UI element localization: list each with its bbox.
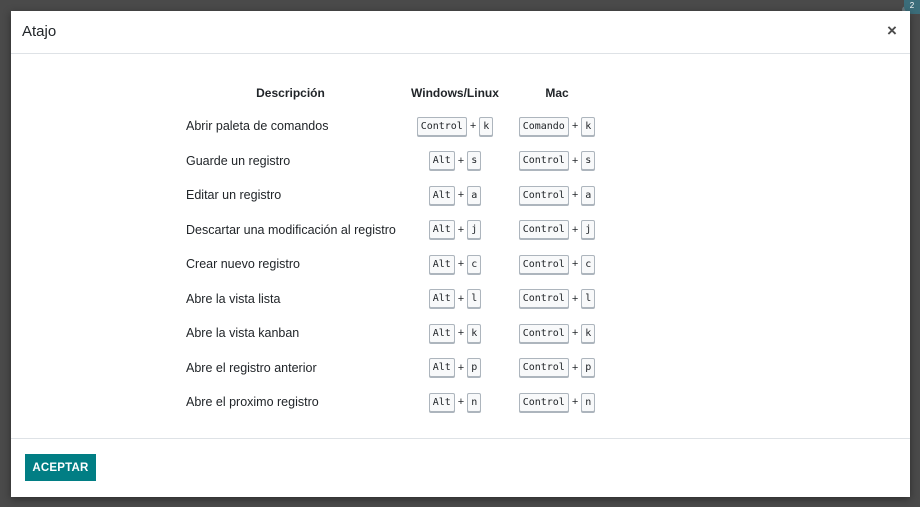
windows-linux-letter-key: n bbox=[467, 393, 481, 412]
windows-linux-modifier-key: Alt bbox=[429, 151, 455, 170]
dialog-body bbox=[11, 54, 910, 439]
shortcut-description: Abre el registro anterior bbox=[186, 360, 317, 375]
windows-linux-modifier-key: Control bbox=[417, 117, 467, 136]
header-mac: Mac bbox=[545, 86, 569, 100]
windows-linux-modifier-key: Alt bbox=[429, 186, 455, 205]
mac-modifier-key: Control bbox=[519, 358, 569, 377]
mac-modifier-key: Control bbox=[519, 324, 569, 343]
windows-linux-shortcut bbox=[400, 213, 510, 248]
plus-sign: + bbox=[571, 258, 579, 271]
mac-modifier-key: Control bbox=[519, 393, 569, 412]
shortcut-description: Editar un registro bbox=[186, 188, 282, 203]
mac-letter-key: l bbox=[581, 289, 595, 308]
windows-linux-letter-key: l bbox=[467, 289, 481, 308]
windows-linux-shortcut bbox=[400, 109, 510, 144]
table-row bbox=[181, 109, 604, 144]
plus-sign: + bbox=[457, 327, 465, 340]
shortcut-description: Abre la vista kanban bbox=[186, 326, 300, 341]
windows-linux-modifier-key: Alt bbox=[429, 255, 455, 274]
shortcut-rows bbox=[181, 109, 604, 420]
windows-linux-modifier-key: Alt bbox=[429, 393, 455, 412]
plus-sign: + bbox=[457, 361, 465, 374]
shortcut-description: Abre el proximo registro bbox=[186, 395, 319, 410]
windows-linux-shortcut bbox=[400, 282, 510, 317]
dialog-footer bbox=[11, 439, 910, 497]
mac-letter-key: p bbox=[581, 358, 595, 377]
plus-sign: + bbox=[571, 189, 579, 202]
plus-sign: + bbox=[469, 120, 477, 133]
mac-modifier-key: Control bbox=[519, 289, 569, 308]
plus-sign: + bbox=[571, 154, 579, 167]
mac-letter-key: s bbox=[581, 151, 595, 170]
mac-shortcut bbox=[510, 213, 604, 248]
header-description: Descripción bbox=[256, 86, 325, 100]
windows-linux-letter-key: a bbox=[467, 186, 481, 205]
mac-shortcut bbox=[510, 178, 604, 213]
mac-letter-key: c bbox=[581, 255, 595, 274]
table-row bbox=[181, 247, 604, 282]
plus-sign: + bbox=[457, 223, 465, 236]
plus-sign: + bbox=[457, 292, 465, 305]
windows-linux-shortcut bbox=[400, 178, 510, 213]
plus-sign: + bbox=[571, 223, 579, 236]
table-row bbox=[181, 385, 604, 420]
mac-letter-key: n bbox=[581, 393, 595, 412]
shortcuts-dialog bbox=[11, 11, 910, 497]
mac-letter-key: a bbox=[581, 186, 595, 205]
plus-sign: + bbox=[571, 292, 579, 305]
mac-shortcut bbox=[510, 247, 604, 282]
windows-linux-shortcut bbox=[400, 385, 510, 420]
table-row bbox=[181, 316, 604, 351]
windows-linux-shortcut bbox=[400, 247, 510, 282]
plus-sign: + bbox=[457, 154, 465, 167]
plus-sign: + bbox=[457, 396, 465, 409]
mac-modifier-key: Control bbox=[519, 186, 569, 205]
windows-linux-shortcut bbox=[400, 351, 510, 386]
mac-letter-key: j bbox=[581, 220, 595, 239]
close-button[interactable]: × bbox=[884, 21, 900, 41]
windows-linux-letter-key: c bbox=[467, 255, 481, 274]
windows-linux-letter-key: j bbox=[467, 220, 481, 239]
mac-shortcut bbox=[510, 351, 604, 386]
shortcut-description: Descartar una modificación al registro bbox=[186, 222, 396, 237]
dialog-title: Atajo bbox=[22, 23, 57, 40]
table-row bbox=[181, 178, 604, 213]
windows-linux-letter-key: p bbox=[467, 358, 481, 377]
mac-shortcut bbox=[510, 109, 604, 144]
table-row bbox=[181, 144, 604, 179]
shortcut-description: Crear nuevo registro bbox=[186, 257, 300, 272]
mac-shortcut bbox=[510, 282, 604, 317]
mac-shortcut bbox=[510, 385, 604, 420]
windows-linux-modifier-key: Alt bbox=[429, 324, 455, 343]
plus-sign: + bbox=[571, 396, 579, 409]
header-windows-linux: Windows/Linux bbox=[411, 86, 499, 100]
accept-button[interactable]: ACEPTAR bbox=[25, 454, 96, 481]
dialog-header bbox=[11, 11, 910, 54]
mac-letter-key: k bbox=[581, 117, 595, 136]
windows-linux-modifier-key: Alt bbox=[429, 358, 455, 377]
plus-sign: + bbox=[571, 327, 579, 340]
table-header-row bbox=[181, 77, 604, 109]
mac-modifier-key: Control bbox=[519, 151, 569, 170]
shortcut-description: Guarde un registro bbox=[186, 153, 291, 168]
windows-linux-modifier-key: Alt bbox=[429, 289, 455, 308]
windows-linux-letter-key: s bbox=[467, 151, 481, 170]
mac-modifier-key: Control bbox=[519, 255, 569, 274]
shortcut-description: Abrir paleta de comandos bbox=[186, 119, 329, 134]
plus-sign: + bbox=[457, 189, 465, 202]
shortcuts-table bbox=[181, 77, 604, 420]
table-row bbox=[181, 213, 604, 248]
table-row bbox=[181, 351, 604, 386]
mac-modifier-key: Control bbox=[519, 220, 569, 239]
plus-sign: + bbox=[571, 120, 579, 133]
mac-shortcut bbox=[510, 144, 604, 179]
mac-shortcut bbox=[510, 316, 604, 351]
windows-linux-letter-key: k bbox=[479, 117, 493, 136]
mac-letter-key: k bbox=[581, 324, 595, 343]
table-row bbox=[181, 282, 604, 317]
notification-badge: 2 bbox=[904, 0, 920, 14]
plus-sign: + bbox=[571, 361, 579, 374]
windows-linux-modifier-key: Alt bbox=[429, 220, 455, 239]
windows-linux-shortcut bbox=[400, 144, 510, 179]
windows-linux-shortcut bbox=[400, 316, 510, 351]
windows-linux-letter-key: k bbox=[467, 324, 481, 343]
mac-modifier-key: Comando bbox=[519, 117, 569, 136]
plus-sign: + bbox=[457, 258, 465, 271]
shortcut-description: Abre la vista lista bbox=[186, 291, 281, 306]
